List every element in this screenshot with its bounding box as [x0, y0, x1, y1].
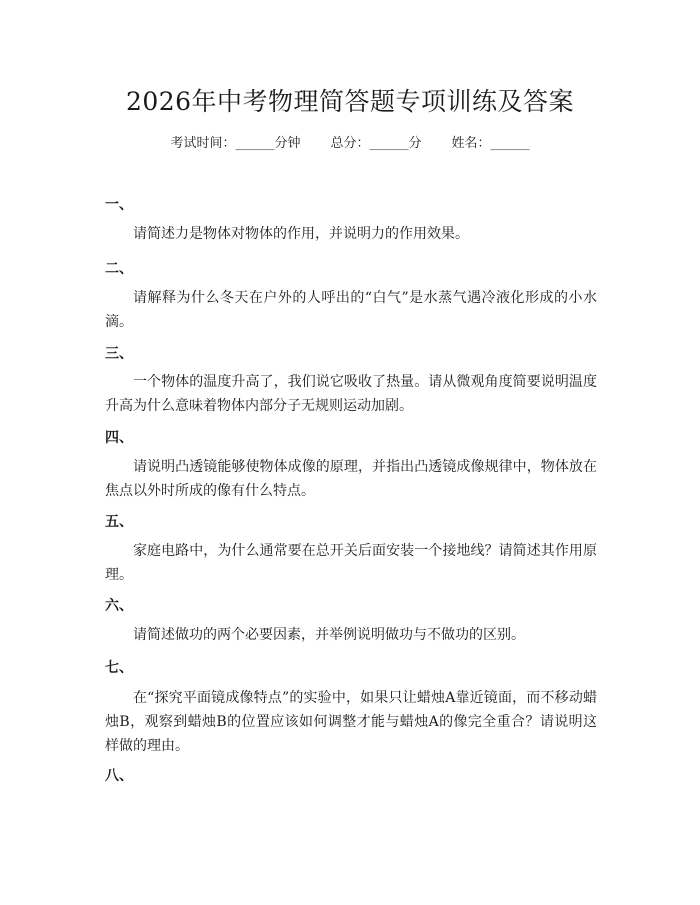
exam-time-unit: 分钟: [274, 136, 301, 151]
question-number: 六、: [105, 598, 133, 614]
exam-time-field: [170, 132, 300, 151]
student-name-field: [452, 132, 530, 151]
question-text: 请说明凸透镜能够使物体成像的原理，并指出凸透镜成像规律中，物体放在焦点以外时所成的像有什么特点。: [105, 459, 597, 499]
question-text: 请简述力是物体对物体的作用，并说明力的作用效果。: [133, 226, 469, 242]
total-score-label: 总分：: [330, 136, 370, 151]
question-number: 八、: [105, 768, 133, 784]
question-text: 家庭电路中，为什么通常要在总开关后面安装一个接地线？请简述其作用原理。: [105, 543, 597, 583]
total-score-unit: 分: [408, 136, 422, 151]
page-title: 2026年中考物理简答题专项训练及答案: [125, 87, 575, 116]
exam-time-label: 考试时间：: [170, 136, 236, 151]
total-score-blank: ______: [369, 136, 409, 151]
question-number: 四、: [105, 430, 133, 446]
question-number: 五、: [105, 514, 133, 530]
question-text: 请解释为什么冬天在户外的人呼出的“白气”是水蒸气遇冷液化形成的小水滴。: [105, 290, 597, 330]
question-number: 一、: [105, 197, 133, 213]
question-text: 请简述做功的两个必要因素，并举例说明做功与不做功的区别。: [133, 627, 525, 643]
exam-time-blank: ______: [235, 136, 275, 151]
student-name-blank: ______: [490, 136, 530, 151]
question-number: 三、: [105, 346, 133, 362]
question-text: 一个物体的温度升高了，我们说它吸收了热量。请从微观角度简要说明温度升高为什么意味着物体内部分子无规则运动加剧。: [105, 374, 597, 414]
exam-info: [0, 132, 700, 151]
total-score-field: [330, 132, 421, 151]
question-number: 七、: [105, 660, 133, 676]
question-number: 二、: [105, 261, 133, 277]
question-text: 在“探究平面镜成像特点”的实验中，如果只让蜡烛A靠近镜面，而不移动蜡烛B，观察到蜡烛B的位置应该如何调整才能与蜡烛A的像完全重合？请说明这样做的理由。: [105, 690, 597, 754]
student-name-label: 姓名：: [451, 136, 491, 151]
